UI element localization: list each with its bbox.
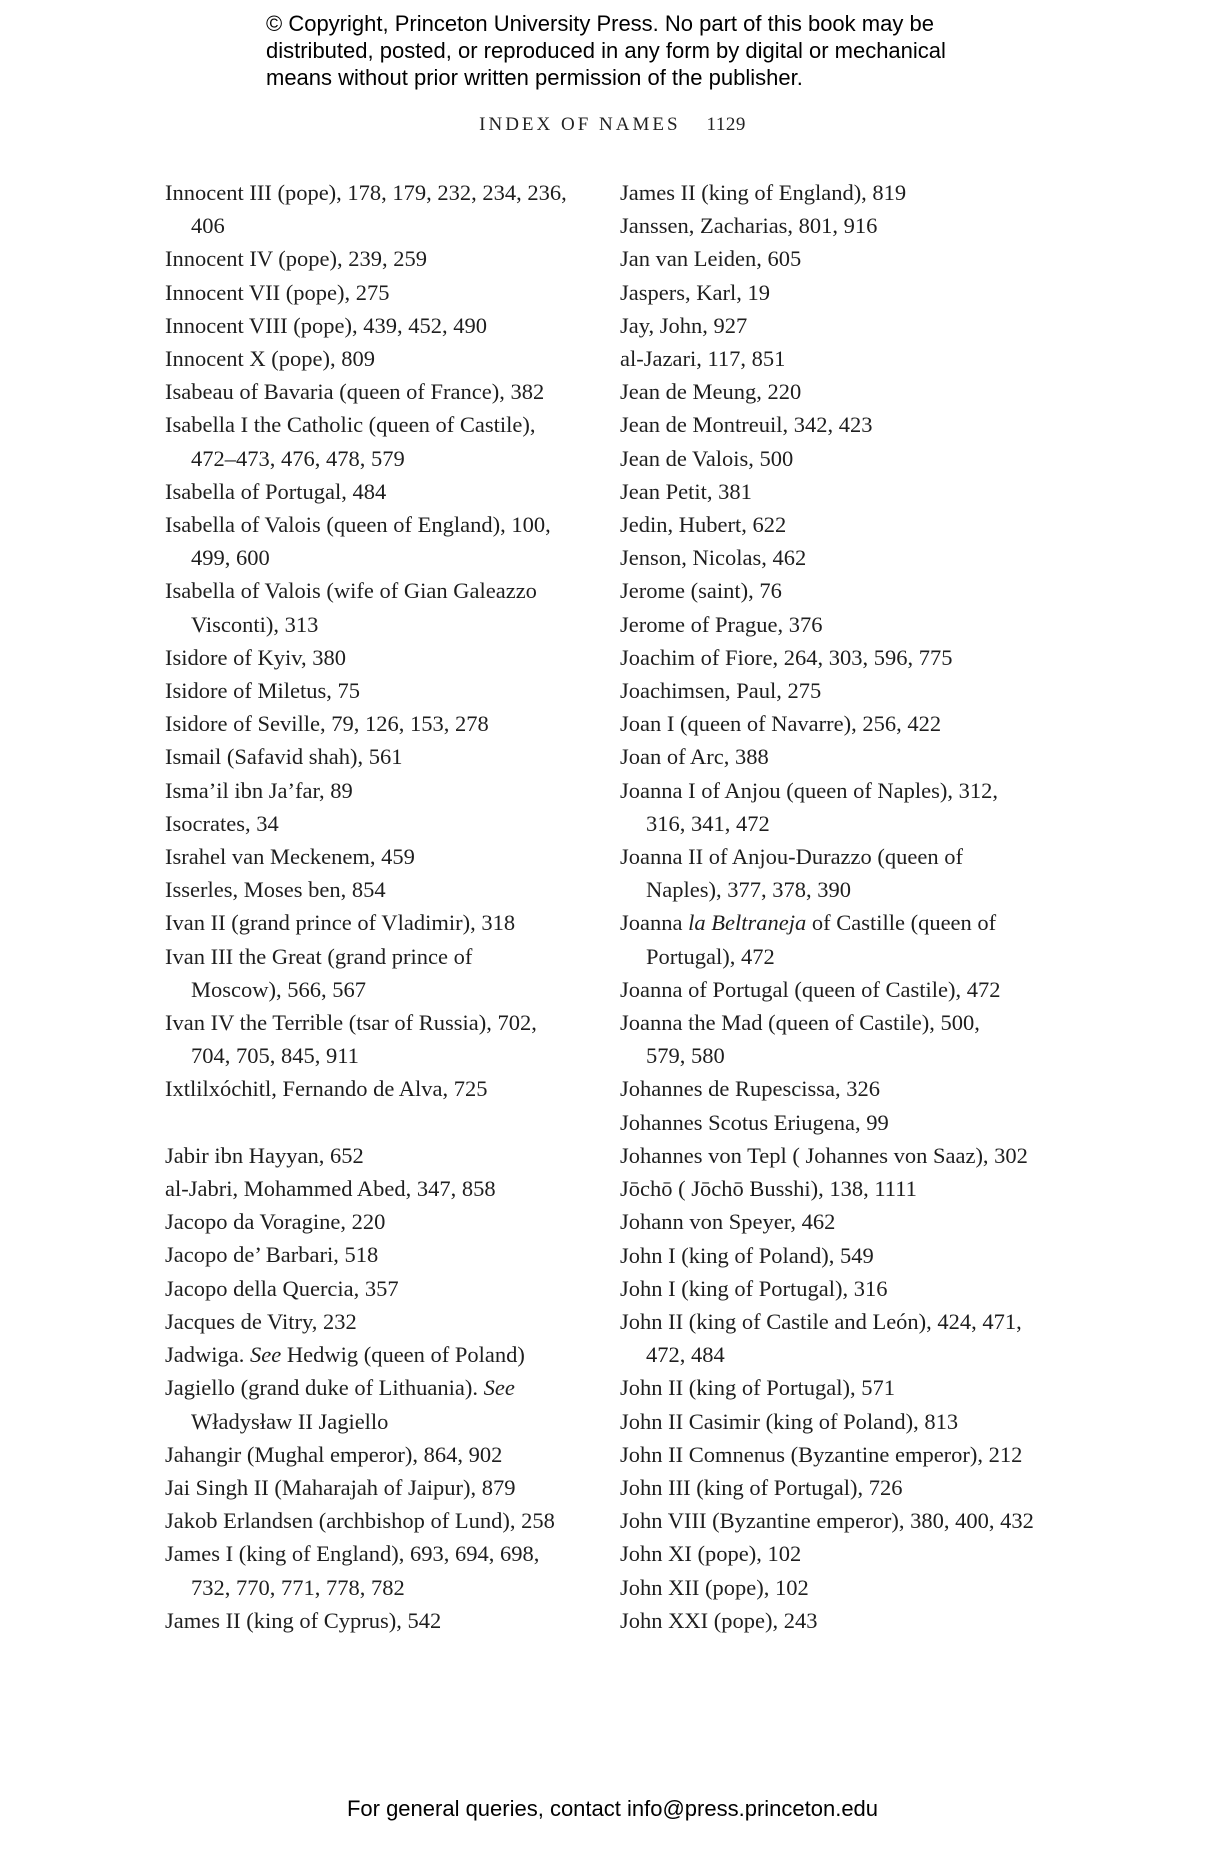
index-entry [165, 309, 605, 342]
entry-text: Joachimsen, Paul, 275 [620, 678, 822, 704]
index-entry [620, 375, 1090, 408]
entry-text: Jōchō ( Jōchō Busshi), 138, 1111 [620, 1176, 917, 1202]
entry-text: Jean de Meung, 220 [620, 379, 802, 405]
entry-text: Jadwiga. [165, 1342, 245, 1368]
entry-text: Jenson, Nicolas, 462 [620, 545, 807, 571]
index-entry [165, 1238, 605, 1271]
index-entry [165, 375, 605, 408]
index-entry [620, 475, 1090, 508]
index-entry [620, 176, 1090, 209]
entry-text: Jean de Montreuil, 342, 423 [620, 412, 873, 438]
index-entry [620, 1405, 1090, 1438]
index-entry [620, 1006, 1090, 1072]
index-entry [165, 840, 605, 873]
entry-text: Jacques de Vitry, 232 [165, 1308, 357, 1334]
index-entry [620, 707, 1090, 740]
index-entry [165, 906, 605, 939]
copyright-line-3: means without prior written permission of the publisher. [266, 65, 803, 90]
footer-contact: For general queries, contact info@press.princeton.edu [346, 1796, 879, 1821]
index-entry [620, 442, 1090, 475]
index-entry [165, 1604, 605, 1637]
index-column-right [620, 176, 1090, 1637]
entry-text: John I (king of Poland), 549 [620, 1242, 874, 1268]
entry-text: 406 [191, 213, 225, 239]
entry-text: Jai Singh II (Maharajah of Jaipur), 879 [165, 1474, 516, 1500]
entry-text: 732, 770, 771, 778, 782 [191, 1574, 405, 1600]
index-entry [620, 1537, 1090, 1570]
index-entry [165, 740, 605, 773]
index-entry [165, 342, 605, 375]
index-entry [620, 1139, 1090, 1172]
running-head-title: INDEX OF NAMES [479, 114, 681, 135]
entry-text: Isabella of Valois (wife of Gian Galeazzo [165, 578, 537, 604]
index-entry [165, 1006, 605, 1072]
entry-text: Isabella of Portugal, 484 [165, 478, 387, 504]
index-entry [620, 774, 1090, 840]
index-entry [165, 1305, 605, 1338]
entry-text: 579, 580 [646, 1043, 725, 1069]
index-entry [620, 242, 1090, 275]
entry-text: See [483, 1375, 515, 1401]
entry-text: John II Comnenus (Byzantine emperor), 212 [620, 1441, 1023, 1467]
entry-text: Innocent IV (pope), 239, 259 [165, 246, 428, 272]
entry-text: Innocent X (pope), 809 [165, 346, 375, 372]
index-entry [620, 973, 1090, 1006]
index-entry [620, 1371, 1090, 1404]
index-entry [165, 1371, 605, 1437]
entry-text: Innocent VII (pope), 275 [165, 279, 390, 305]
entry-text: James II (king of Cyprus), 542 [165, 1607, 442, 1633]
page-number: 1129 [706, 114, 746, 135]
entry-text: la Beltraneja [688, 910, 807, 936]
entry-text: Joanna of Portugal (queen of Castile), 472 [620, 976, 1001, 1002]
entry-text: John III (king of Portugal), 726 [620, 1474, 903, 1500]
entry-text: Jedin, Hubert, 622 [620, 512, 787, 538]
entry-text: Jerome (saint), 76 [620, 578, 782, 604]
entry-text: Ixtlilxóchitl, Fernando de Alva, 725 [165, 1076, 488, 1102]
index-entry [165, 1471, 605, 1504]
index-entry [165, 1537, 605, 1603]
index-entry [620, 276, 1090, 309]
index-entry [165, 408, 605, 474]
entry-text: Jan van Leiden, 605 [620, 246, 802, 272]
entry-text: 316, 341, 472 [646, 810, 770, 836]
index-entry [165, 176, 605, 242]
copyright-line-2: distributed, posted, or reproduced in any form by digital or mechanical [266, 38, 946, 63]
index-column-left [165, 176, 605, 1637]
index-entry [165, 574, 605, 640]
index-entry [165, 242, 605, 275]
index-entry [620, 309, 1090, 342]
entry-text: Johannes de Rupescissa, 326 [620, 1076, 880, 1102]
index-entry [620, 1205, 1090, 1238]
index-entry [620, 574, 1090, 607]
entry-text: Joachim of Fiore, 264, 303, 596, 775 [620, 644, 953, 670]
entry-text: James II (king of England), 819 [620, 180, 907, 205]
entry-text: Moscow), 566, 567 [191, 976, 366, 1002]
entry-text: Isidore of Kyiv, 380 [165, 644, 347, 670]
index-entry [165, 1272, 605, 1305]
index-entry [620, 1438, 1090, 1471]
entry-text: Isma’il ibn Ja’far, 89 [165, 777, 353, 803]
index-entry [620, 342, 1090, 375]
entry-text: Jaspers, Karl, 19 [620, 279, 770, 305]
index-entry [620, 209, 1090, 242]
entry-text: Isidore of Seville, 79, 126, 153, 278 [165, 711, 489, 737]
copyright-line-1: © Copyright, Princeton University Press. No part of this book may be [266, 11, 934, 36]
entry-text: Jabir ibn Hayyan, 652 [165, 1142, 364, 1168]
entry-text: Hedwig (queen of Poland) [286, 1342, 525, 1368]
index-entry [620, 1172, 1090, 1205]
entry-text: John XII (pope), 102 [620, 1574, 809, 1600]
index-entry [620, 608, 1090, 641]
entry-text: al-Jazari, 117, 851 [620, 346, 786, 372]
entry-text: See [249, 1342, 282, 1368]
entry-text: 472, 484 [646, 1342, 725, 1368]
entry-text: Johann von Speyer, 462 [620, 1209, 836, 1235]
entry-text: Isabella I the Catholic (queen of Castile), [165, 412, 536, 438]
index-entry [165, 1139, 605, 1172]
index-entry [165, 1072, 605, 1105]
index-entry [620, 740, 1090, 773]
entry-text: Israhel van Meckenem, 459 [165, 844, 415, 870]
entry-text: John VIII (Byzantine emperor), 380, 400, 432 [620, 1508, 1034, 1534]
index-entry [165, 1338, 605, 1371]
entry-text: John XI (pope), 102 [620, 1541, 802, 1567]
entry-text: 472–473, 476, 478, 579 [191, 445, 405, 471]
entry-text: 499, 600 [191, 545, 270, 571]
index-entry [165, 940, 605, 1006]
entry-text: Johannes Scotus Eriugena, 99 [620, 1109, 889, 1135]
entry-text: Jagiello (grand duke of Lithuania). [165, 1375, 479, 1401]
entry-text: Jean Petit, 381 [620, 478, 752, 504]
entry-text: Isocrates, 34 [165, 810, 279, 836]
index-entry [165, 807, 605, 840]
entry-text: Jacopo della Quercia, 357 [165, 1275, 399, 1301]
entry-text: James I (king of England), 693, 694, 698, [165, 1541, 540, 1567]
index-entry [620, 1571, 1090, 1604]
entry-text: Jay, John, 927 [620, 312, 748, 338]
index-entry [165, 508, 605, 574]
index-entry [620, 1272, 1090, 1305]
entry-text: al-Jabri, Mohammed Abed, 347, 858 [165, 1176, 496, 1202]
index-entry [165, 774, 605, 807]
index-entry [620, 840, 1090, 906]
index-entry [620, 408, 1090, 441]
entry-text: Ismail (Safavid shah), 561 [165, 744, 403, 770]
entry-text: Isabeau of Bavaria (queen of France), 382 [165, 379, 545, 405]
entry-text: 704, 705, 845, 911 [191, 1043, 359, 1069]
index-entry [165, 674, 605, 707]
index-entry [620, 1471, 1090, 1504]
entry-text: Innocent III (pope), 178, 179, 232, 234, 236, [165, 180, 567, 205]
entry-text: Portugal), 472 [646, 943, 775, 969]
entry-text: John II Casimir (king of Poland), 813 [620, 1408, 959, 1434]
index-entry [620, 1604, 1090, 1637]
index-entry [165, 873, 605, 906]
entry-text: Isabella of Valois (queen of England), 100, [165, 512, 551, 538]
entry-text: Visconti), 313 [191, 611, 319, 637]
entry-text: Joanna the Mad (queen of Castile), 500, [620, 1010, 980, 1036]
entry-text: of Castille (queen of [811, 910, 997, 936]
entry-text: Jahangir (Mughal emperor), 864, 902 [165, 1441, 503, 1467]
index-entry [165, 276, 605, 309]
entry-text: Jacopo da Voragine, 220 [165, 1209, 386, 1235]
entry-text: Isserles, Moses ben, 854 [165, 877, 386, 903]
entry-text: Jerome of Prague, 376 [620, 611, 823, 637]
entry-text: Johannes von Tepl ( Johannes von Saaz), 302 [620, 1142, 1028, 1168]
entry-text: Ivan III the Great (grand prince of [165, 943, 473, 969]
index-entry [620, 1106, 1090, 1139]
running-head [0, 114, 1225, 136]
entry-text: Jean de Valois, 500 [620, 445, 794, 471]
index-entry [165, 707, 605, 740]
entry-text: Joan of Arc, 388 [620, 744, 769, 770]
entry-text: Joan I (queen of Navarre), 256, 422 [620, 711, 942, 737]
index-entry [620, 906, 1090, 972]
entry-text: Isidore of Miletus, 75 [165, 678, 360, 704]
entry-text: Joanna II of Anjou-Durazzo (queen of [620, 844, 963, 870]
entry-text: Naples), 377, 378, 390 [646, 877, 851, 903]
copyright-notice [266, 10, 1026, 91]
entry-text: Innocent VIII (pope), 439, 452, 490 [165, 312, 488, 338]
index-entry [620, 641, 1090, 674]
letter-group-gap [165, 1106, 605, 1139]
entry-text: Joanna I of Anjou (queen of Naples), 312, [620, 777, 999, 803]
entry-text: John II (king of Portugal), 571 [620, 1375, 895, 1401]
entry-text: John II (king of Castile and León), 424, 471, [620, 1308, 1022, 1334]
entry-text: Ivan IV the Terrible (tsar of Russia), 702, [165, 1010, 537, 1036]
index-entry [165, 1438, 605, 1471]
entry-text: Joanna [620, 910, 683, 936]
entry-text: Ivan II (grand prince of Vladimir), 318 [165, 910, 516, 936]
index-entry [165, 475, 605, 508]
entry-text: John I (king of Portugal), 316 [620, 1275, 888, 1301]
entry-text: Władysław II Jagiello [191, 1408, 389, 1434]
index-entry [620, 1305, 1090, 1371]
index-entry [165, 641, 605, 674]
entry-text: John XXI (pope), 243 [620, 1607, 818, 1633]
index-entry [620, 674, 1090, 707]
index-entry [620, 541, 1090, 574]
index-entry [165, 1172, 605, 1205]
entry-text: Janssen, Zacharias, 801, 916 [620, 213, 878, 239]
index-entry [165, 1504, 605, 1537]
index-entry [620, 1504, 1090, 1537]
index-entry [620, 508, 1090, 541]
index-entry [165, 1205, 605, 1238]
index-entry [620, 1239, 1090, 1272]
entry-text: Jacopo de’ Barbari, 518 [165, 1242, 379, 1268]
entry-text: Jakob Erlandsen (archbishop of Lund), 258 [165, 1508, 555, 1534]
index-entry [620, 1072, 1090, 1105]
